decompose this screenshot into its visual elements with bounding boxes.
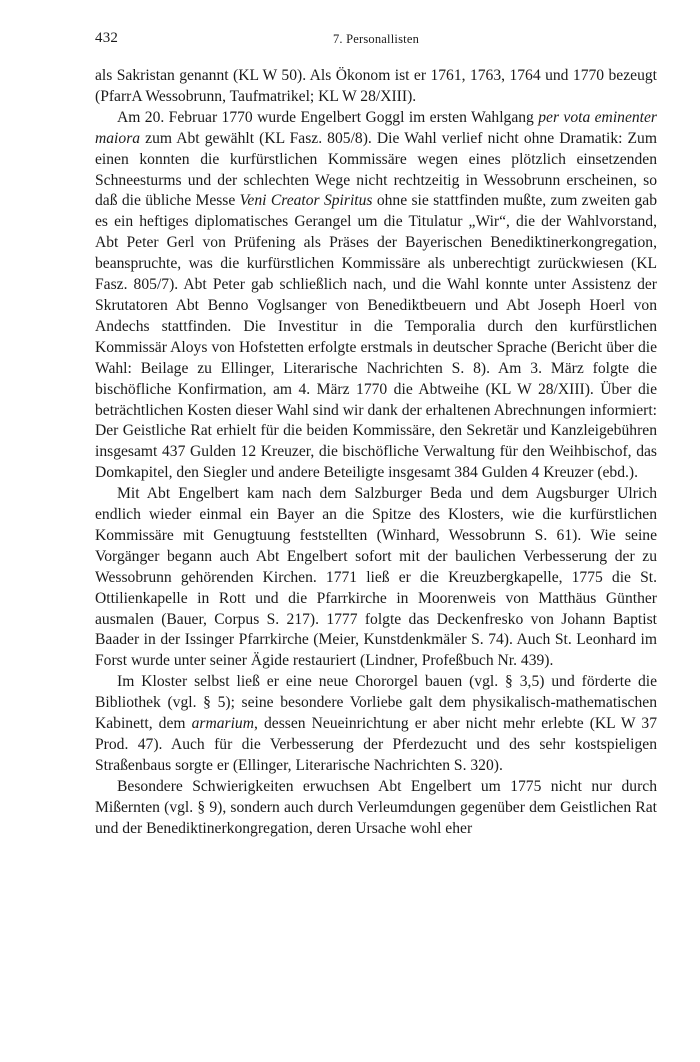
book-page: [95, 30, 657, 840]
running-header: [95, 30, 657, 56]
page-number: 432: [95, 30, 119, 46]
body-paragraph: [95, 484, 657, 672]
text-run: ohne sie stattfinden mußte, zum zweiten gab es ein heftiges diplomatisches Gerangel um die Titulatur „Wir“, die der Wahlvorstand, Abt Peter Gerl von Prüfening als Präses der Bayerischen Benediktinerkongregation, beanspruchte, was die kurfürstlichen Kommissäre als unberechtigt zurückwiesen (KL Fasz. 805/7). Abt Peter gab schließlich nach, und die Wahl konnte unter Assistenz der Skrutatoren Abt Benno Voglsanger von Benediktbeuern und Abt Joseph Hoerl von Andechs stattfinden. Die Investitur in die Temporalia durch den kurfürstlichen Kommissär Aloys von Hofstetten erfolgte erstmals in deutscher Sprache (Bericht über die Wahl: Beilage zu Ellinger, Literarische Nachrichten S. 8). Am 3. März folgte die bischöfliche Konfirmation, am 4. März 1770 die Abtweihe (KL W 28/XIII). Über die beträchtlichen Kosten dieser Wahl sind wir dank der erhaltenen Abrechnungen informiert: Der Geistliche Rat erhielt für die beiden Kommissäre, den Sekretär und Kanzleigebühren insgesamt 437 Gulden 12 Kreuzer, die bischöfliche Verwaltung für den Weihbischof, das Domkapitel, den Siegler und andere Beteiligte insgesamt 384 Gulden 4 Kreuzer (ebd.).: [95, 192, 657, 482]
italic-phrase: armarium: [191, 715, 254, 733]
text-run: Mit Abt Engelbert kam nach dem Salzburger Beda und dem Augsburger Ulrich endlich wieder einmal ein Bayer an die Spitze des Klosters, wie die kurfürstlichen Kommissäre mit Genugtuung feststellten (Winhard, Wessobrunn S. 61). Wie seine Vorgänger begann auch Abt Engelbert sofort mit der baulichen Verbesserung der zu Wessobrunn gehörenden Kirchen. 1771 ließ er die Kreuzbergkapelle, 1775 die St. Ottilienkapelle in Rott und die Pfarrkirche in Moorenweis von Matthäus Günther ausmalen (Bauer, Corpus S. 217). 1777 folgte das Deckenfresko von Johann Baptist Baader in der Issinger Pfarrkirche (Meier, Kunstdenkmäler S. 74). Auch St. Leonhard im Forst wurde unter seiner Ägide restauriert (Lindner, Profeßbuch Nr. 439).: [95, 485, 657, 670]
body-paragraph: [95, 66, 657, 108]
italic-phrase: per vota eminenter maiora: [95, 108, 657, 147]
text-run: als Sakristan genannt (KL W 50). Als Ökonom ist er 1761, 1763, 1764 und 1770 bezeugt (PfarrA Wessobrunn, Taufmatrikel; KL W 28/XIII).: [95, 67, 657, 105]
text-run: Am 20. Februar 1770 wurde Engelbert Goggl im ersten Wahlgang: [117, 108, 539, 126]
italic-phrase: Veni Creator Spiritus: [239, 192, 373, 210]
section-title: 7. Personallisten: [332, 32, 420, 46]
body-paragraph: [95, 777, 657, 840]
text-run: Besondere Schwierigkeiten erwuchsen Abt Engelbert um 1775 nicht nur durch Mißernten (vgl. § 9), sondern auch durch Verleumdungen gegenüber dem Geistlichen Rat und der Benediktinerkongregation, deren Ursache wohl eher: [95, 777, 657, 837]
text-run: Im Kloster selbst ließ er eine neue Chororgel bauen (vgl. § 3,5) und förderte die Bibliothek (vgl. § 5); seine besondere Vorliebe galt dem physikalisch-mathematischen Kabinett, dem: [95, 673, 657, 733]
body-paragraph: [95, 108, 657, 484]
body-text: [95, 66, 657, 840]
text-run: zum Abt gewählt (KL Fasz. 805/8). Die Wahl verlief nicht ohne Dramatik: Zum einen konnten die kurfürstlichen Kommissäre wegen eines plötzlich einsetzenden Schneesturms und der schlechten Wege nicht rechtzeitig in Wessobrunn erscheinen, so daß die übliche Messe: [95, 129, 657, 210]
body-paragraph: [95, 672, 657, 777]
text-run: , dessen Neueinrichtung er aber nicht mehr erlebte (KL W 37 Prod. 47). Auch für die Verbesserung der Pferdezucht und des sehr kostspieligen Straßenbaus sorgte er (Ellinger, Literarische Nachrichten S. 320).: [95, 715, 657, 774]
